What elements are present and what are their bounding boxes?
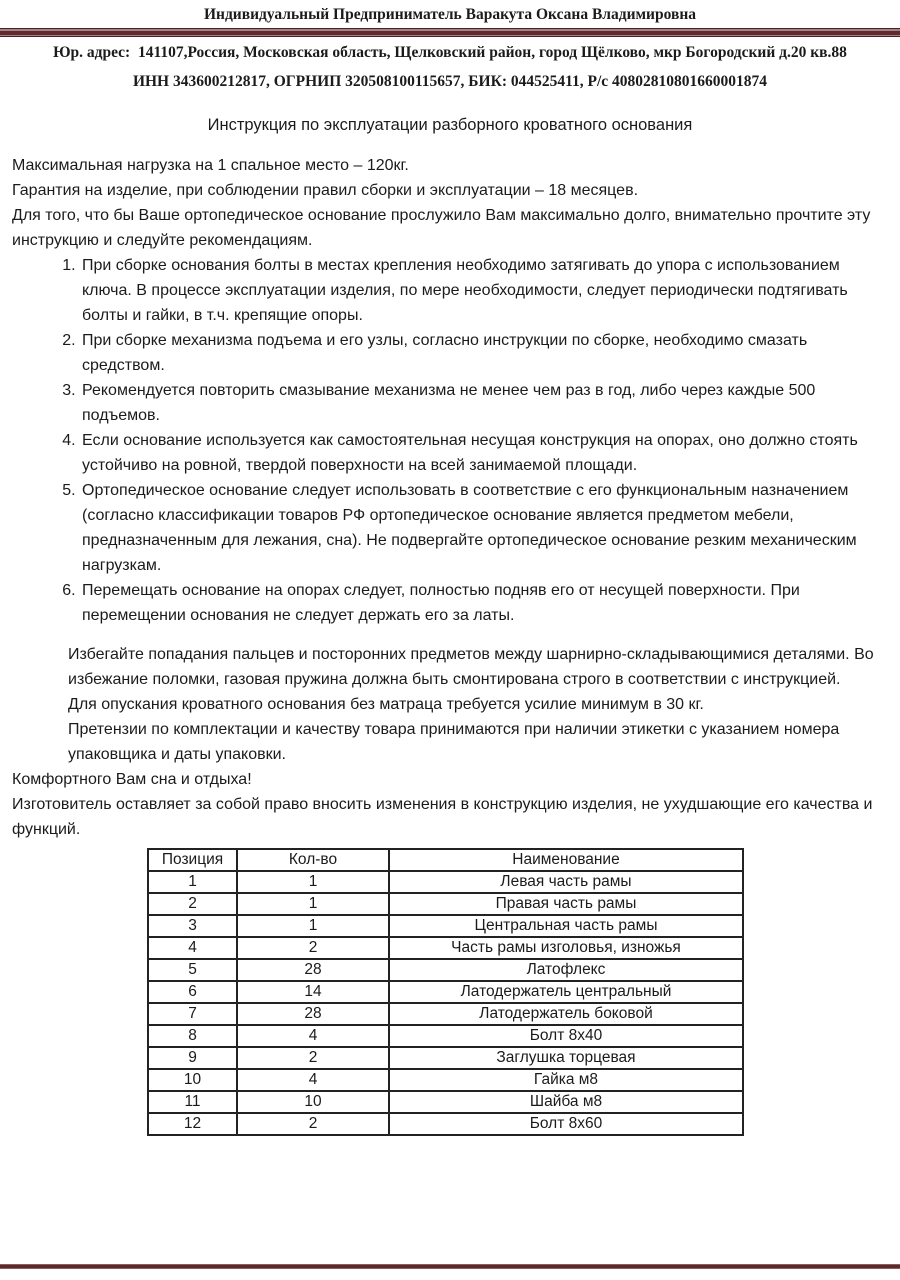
intro-paragraph: Гарантия на изделие, при соблюдении правил сборки и эксплуатации – 18 месяцев.: [12, 182, 639, 199]
legal-address: Юр. адрес: 141107,Россия, Московская область, Щелковский район, город Щёлково, мкр Богородский д.20 кв.88: [53, 44, 847, 61]
list-item: 4. Если основание используется как самостоятельная несущая конструкция на опорах, оно должно стоять устойчиво на ровной, твердой поверхности на всей занимаемой площади.: [80, 428, 886, 478]
cell-position: 10: [148, 1069, 237, 1091]
cell-quantity: 1: [237, 871, 389, 893]
list-item: 5. Ортопедическое основание следует использовать в соответствие с его функциональным назначением (согласно классификации товаров РФ ортопедическое основание является предметом мебели, предназначенным для лежания, сна). Не подвергайте ортопедическое основание резким механическим нагрузкам.: [80, 478, 886, 578]
header-divider: [0, 27, 900, 37]
cell-quantity: 4: [237, 1025, 389, 1047]
cell-position: 5: [148, 959, 237, 981]
cell-quantity: 1: [237, 915, 389, 937]
intro-paragraph: Для того, что бы Ваше ортопедическое основание прослужило Вам максимально долго, внимательно прочтите эту инструкцию и следуйте рекомендациям.: [12, 207, 871, 249]
table-row: [148, 871, 743, 893]
cell-quantity: 4: [237, 1069, 389, 1091]
table-row: [148, 1003, 743, 1025]
cell-quantity: 2: [237, 937, 389, 959]
list-item: 1. При сборке основания болты в местах крепления необходимо затягивать до упора с использованием ключа. В процессе эксплуатации изделия, по мере необходимости, следует периодически подтягивать болты и гайки, в т.ч. крепящие опоры.: [80, 253, 886, 328]
cell-position: 11: [148, 1091, 237, 1113]
cell-position: 8: [148, 1025, 237, 1047]
cell-quantity: 28: [237, 959, 389, 981]
table-row: [148, 893, 743, 915]
cell-position: 12: [148, 1113, 237, 1135]
cell-name: Левая часть рамы: [389, 871, 743, 893]
cell-quantity: 2: [237, 1113, 389, 1135]
cell-name: Латодержатель центральный: [389, 981, 743, 1003]
cell-position: 1: [148, 871, 237, 893]
table-row: [148, 937, 743, 959]
company-requisites: ИНН 343600212817, ОГРНИП 320508100115657, БИК: 044525411, Р/с 40802810801660001874: [132, 73, 768, 90]
note-paragraph: Претензии по комплектации и качеству товара принимаются при наличии этикетки с указанием номера упаковщика и даты упаковки.: [68, 721, 840, 763]
column-header-position: Позиция: [148, 849, 237, 871]
table-row: [148, 1025, 743, 1047]
cell-quantity: 1: [237, 893, 389, 915]
document-title: Инструкция по эксплуатации разборного кроватного основания: [207, 116, 693, 134]
cell-position: 7: [148, 1003, 237, 1025]
cell-name: Заглушка торцевая: [389, 1047, 743, 1069]
table-row: [148, 1113, 743, 1135]
cell-name: Шайба м8: [389, 1091, 743, 1113]
cell-quantity: 14: [237, 981, 389, 1003]
cell-quantity: 28: [237, 1003, 389, 1025]
cell-name: Гайка м8: [389, 1069, 743, 1091]
intro-paragraph: Максимальная нагрузка на 1 спальное место – 120кг.: [12, 157, 409, 174]
cell-quantity: 10: [237, 1091, 389, 1113]
parts-table: [147, 848, 744, 1136]
cell-name: Часть рамы изголовья, изножья: [389, 937, 743, 959]
table-row: [148, 1047, 743, 1069]
table-row: [148, 915, 743, 937]
document-header: [0, 0, 900, 90]
table-row: [148, 981, 743, 1003]
note-paragraph: Избегайте попадания пальцев и посторонних предметов между шарнирно-складывающимися деталями. Во избежание поломки, газовая пружина должна быть смонтирована строго в соответствии с инструкцией.: [68, 646, 874, 688]
cell-name: Латофлекс: [389, 959, 743, 981]
notes-block: [68, 642, 886, 767]
cell-quantity: 2: [237, 1047, 389, 1069]
cell-name: Болт 8х40: [389, 1025, 743, 1047]
column-header-name: Наименование: [389, 849, 743, 871]
cell-name: Центральная часть рамы: [389, 915, 743, 937]
wish-line: Комфортного Вам сна и отдыха!: [12, 771, 252, 788]
table-row: [148, 1091, 743, 1113]
list-item: 3. Рекомендуется повторить смазывание механизма не менее чем раз в год, либо через каждые 500 подъемов.: [80, 378, 886, 428]
footer-divider: [0, 1264, 900, 1269]
note-paragraph: Для опускания кроватного основания без матраца требуется усилие минимум в 30 кг.: [68, 696, 704, 713]
list-item: 2. При сборке механизма подъема и его узлы, согласно инструкции по сборке, необходимо смазать средством.: [80, 328, 886, 378]
disclaimer-paragraph: Изготовитель оставляет за собой право вносить изменения в конструкцию изделия, не ухудшающие его качества и функций.: [12, 796, 873, 838]
table-row: [148, 1069, 743, 1091]
company-name: Индивидуальный Предприниматель Варакута Оксана Владимировна: [203, 6, 697, 23]
list-item: 6. Перемещать основание на опорах следует, полностью подняв его от несущей поверхности. При перемещении основания не следует держать его за латы.: [80, 578, 886, 628]
document-body: [12, 153, 886, 842]
table-header-row: [148, 849, 743, 871]
column-header-quantity: Кол-во: [237, 849, 389, 871]
cell-name: Латодержатель боковой: [389, 1003, 743, 1025]
cell-name: Болт 8х60: [389, 1113, 743, 1135]
cell-position: 9: [148, 1047, 237, 1069]
cell-name: Правая часть рамы: [389, 893, 743, 915]
instructions-list: [12, 253, 886, 628]
cell-position: 6: [148, 981, 237, 1003]
cell-position: 2: [148, 893, 237, 915]
cell-position: 4: [148, 937, 237, 959]
table-row: [148, 959, 743, 981]
cell-position: 3: [148, 915, 237, 937]
